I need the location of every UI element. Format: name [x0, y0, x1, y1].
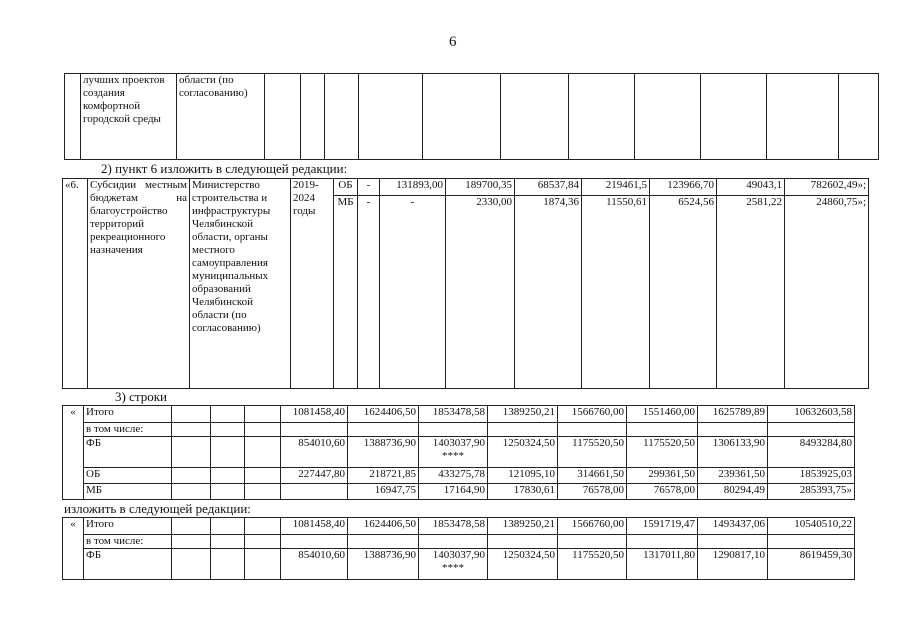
page-number: 6	[449, 34, 457, 50]
new-empty-cell	[245, 549, 281, 580]
old-quote: «	[63, 406, 84, 500]
old-empty-cell	[245, 468, 281, 484]
old-value: 227447,80	[281, 468, 348, 484]
old-empty-cell	[211, 406, 245, 423]
old-rows-table	[62, 405, 855, 500]
old-value: 1306133,90	[698, 437, 768, 468]
new-value: 1389250,21	[488, 518, 558, 535]
old-value	[281, 484, 348, 500]
new-value-stars: ****	[442, 562, 464, 574]
new-empty-cell	[211, 518, 245, 535]
item6-value: 2330,00	[446, 196, 515, 389]
top-empty-cell	[501, 74, 569, 160]
heading-item-3: 3) строки	[115, 389, 167, 404]
item6-value: 189700,35	[446, 179, 515, 196]
item6-number: «6.	[63, 179, 88, 389]
new-value: 1591719,47	[627, 518, 698, 535]
new-empty-cell	[245, 535, 281, 549]
new-row-label: в том числе:	[84, 535, 172, 549]
new-empty-cell	[698, 535, 768, 549]
item6-years: 2019-2024 годы	[291, 179, 334, 389]
item6-executor: Министерство строительства и инфраструктуры Челябинской области, органы местного самоуправления муниципальных образований Челябинской области (по согласованию)	[190, 179, 291, 389]
item6-value: 123966,70	[650, 179, 717, 196]
item6-source: МБ	[334, 196, 358, 389]
item6-name: Субсидии местным бюджетам на благоустройство территорий рекреационного назначения	[88, 179, 190, 389]
item6-value: 1874,36	[515, 196, 582, 389]
item6-value: 2581,22	[717, 196, 785, 389]
old-value: 1175520,50	[627, 437, 698, 468]
new-empty-cell	[211, 549, 245, 580]
new-empty-cell	[419, 535, 488, 549]
old-value: 854010,60	[281, 437, 348, 468]
old-value: 1250324,50	[488, 437, 558, 468]
old-empty-cell	[558, 423, 627, 437]
new-empty-cell	[348, 535, 419, 549]
top-empty-cell	[359, 74, 423, 160]
old-empty-cell	[211, 468, 245, 484]
item6-table	[62, 178, 869, 389]
old-empty-cell	[211, 437, 245, 468]
old-value: 8493284,80	[768, 437, 855, 468]
old-value: 239361,50	[698, 468, 768, 484]
top-empty-cell	[301, 74, 325, 160]
old-value: 76578,00	[558, 484, 627, 500]
new-value: 1566760,00	[558, 518, 627, 535]
new-value: 1290817,10	[698, 549, 768, 580]
new-value: 854010,60	[281, 549, 348, 580]
item6-value: 24860,75»;	[785, 196, 869, 389]
old-value: 1625789,89	[698, 406, 768, 423]
old-empty-cell	[211, 484, 245, 500]
old-empty-cell	[172, 423, 211, 437]
old-row-label: ФБ	[84, 437, 172, 468]
old-row-label: в том числе:	[84, 423, 172, 437]
old-row-label: ОБ	[84, 468, 172, 484]
old-empty-cell	[419, 423, 488, 437]
new-value: 1317011,80	[627, 549, 698, 580]
old-value: 1388736,90	[348, 437, 419, 468]
new-empty-cell	[558, 535, 627, 549]
old-empty-cell	[245, 484, 281, 500]
new-empty-cell	[211, 535, 245, 549]
top-empty-cell	[839, 74, 879, 160]
top-empty-cell	[325, 74, 359, 160]
top-empty-cell	[569, 74, 635, 160]
old-row-label: МБ	[84, 484, 172, 500]
item6-source: ОБ	[334, 179, 358, 196]
new-value: 8619459,30	[768, 549, 855, 580]
new-row-label: Итого	[84, 518, 172, 535]
old-value: 80294,49	[698, 484, 768, 500]
old-empty-cell	[488, 423, 558, 437]
old-empty-cell	[698, 423, 768, 437]
top-empty-cell	[701, 74, 767, 160]
top-empty-cell	[265, 74, 301, 160]
new-value: 1250324,50	[488, 549, 558, 580]
old-value: 76578,00	[627, 484, 698, 500]
new-row-label: ФБ	[84, 549, 172, 580]
new-value: 1175520,50	[558, 549, 627, 580]
new-value: 1388736,90	[348, 549, 419, 580]
item6-value: -	[380, 196, 446, 389]
new-value: 10540510,22	[768, 518, 855, 535]
old-value: 121095,10	[488, 468, 558, 484]
old-value: 1081458,40	[281, 406, 348, 423]
new-empty-cell	[172, 535, 211, 549]
item6-value: 6524,56	[650, 196, 717, 389]
top-number-cell	[65, 74, 81, 160]
new-value: 1853478,58	[419, 518, 488, 535]
old-value: 17830,61	[488, 484, 558, 500]
old-value: 1853925,03	[768, 468, 855, 484]
item6-value: 49043,1	[717, 179, 785, 196]
old-value: 1853478,58	[419, 406, 488, 423]
heading-item-2: 2) пункт 6 изложить в следующей редакции:	[101, 161, 348, 176]
old-empty-cell	[348, 423, 419, 437]
item6-value: -	[358, 179, 380, 196]
new-rows-table	[62, 517, 855, 580]
old-empty-cell	[172, 468, 211, 484]
new-value: 1081458,40	[281, 518, 348, 535]
item6-value: 782602,49»;	[785, 179, 869, 196]
old-value: 10632603,58	[768, 406, 855, 423]
old-empty-cell	[211, 423, 245, 437]
new-empty-cell	[281, 535, 348, 549]
old-value: 433275,78	[419, 468, 488, 484]
old-value	[419, 437, 488, 468]
top-empty-cell	[635, 74, 701, 160]
old-empty-cell	[172, 406, 211, 423]
old-empty-cell	[768, 423, 855, 437]
new-empty-cell	[627, 535, 698, 549]
old-empty-cell	[172, 437, 211, 468]
new-value	[419, 549, 488, 580]
heading-new-edition: изложить в следующей редакции:	[64, 501, 251, 516]
old-row-label: Итого	[84, 406, 172, 423]
new-empty-cell	[172, 549, 211, 580]
old-value: 1389250,21	[488, 406, 558, 423]
old-value: 1566760,00	[558, 406, 627, 423]
old-value: 17164,90	[419, 484, 488, 500]
new-value-text: 1403037,90	[432, 549, 485, 561]
top-empty-cell	[767, 74, 839, 160]
top-empty-cell	[423, 74, 501, 160]
new-value: 1624406,50	[348, 518, 419, 535]
old-empty-cell	[627, 423, 698, 437]
old-empty-cell	[172, 484, 211, 500]
new-empty-cell	[768, 535, 855, 549]
new-empty-cell	[172, 518, 211, 535]
old-value: 285393,75»	[768, 484, 855, 500]
item6-value: -	[358, 196, 380, 389]
old-empty-cell	[245, 437, 281, 468]
item6-value: 68537,84	[515, 179, 582, 196]
new-value: 1493437,06	[698, 518, 768, 535]
old-value-stars: ****	[442, 450, 464, 462]
old-value: 314661,50	[558, 468, 627, 484]
old-value: 16947,75	[348, 484, 419, 500]
old-empty-cell	[281, 423, 348, 437]
old-value: 218721,85	[348, 468, 419, 484]
top-executor-cell: области (по согласованию)	[177, 74, 265, 160]
old-value: 1551460,00	[627, 406, 698, 423]
item6-value: 131893,00	[380, 179, 446, 196]
new-quote: «	[63, 518, 84, 580]
top-name-cell: лучших проектов создания комфортной городской среды	[81, 74, 177, 160]
old-empty-cell	[245, 406, 281, 423]
new-empty-cell	[488, 535, 558, 549]
old-value-text: 1403037,90	[432, 437, 485, 449]
old-value: 1175520,50	[558, 437, 627, 468]
item6-value: 11550,61	[582, 196, 650, 389]
new-empty-cell	[245, 518, 281, 535]
old-empty-cell	[245, 423, 281, 437]
item6-value: 219461,5	[582, 179, 650, 196]
top-table	[64, 73, 879, 160]
old-value: 299361,50	[627, 468, 698, 484]
old-value: 1624406,50	[348, 406, 419, 423]
